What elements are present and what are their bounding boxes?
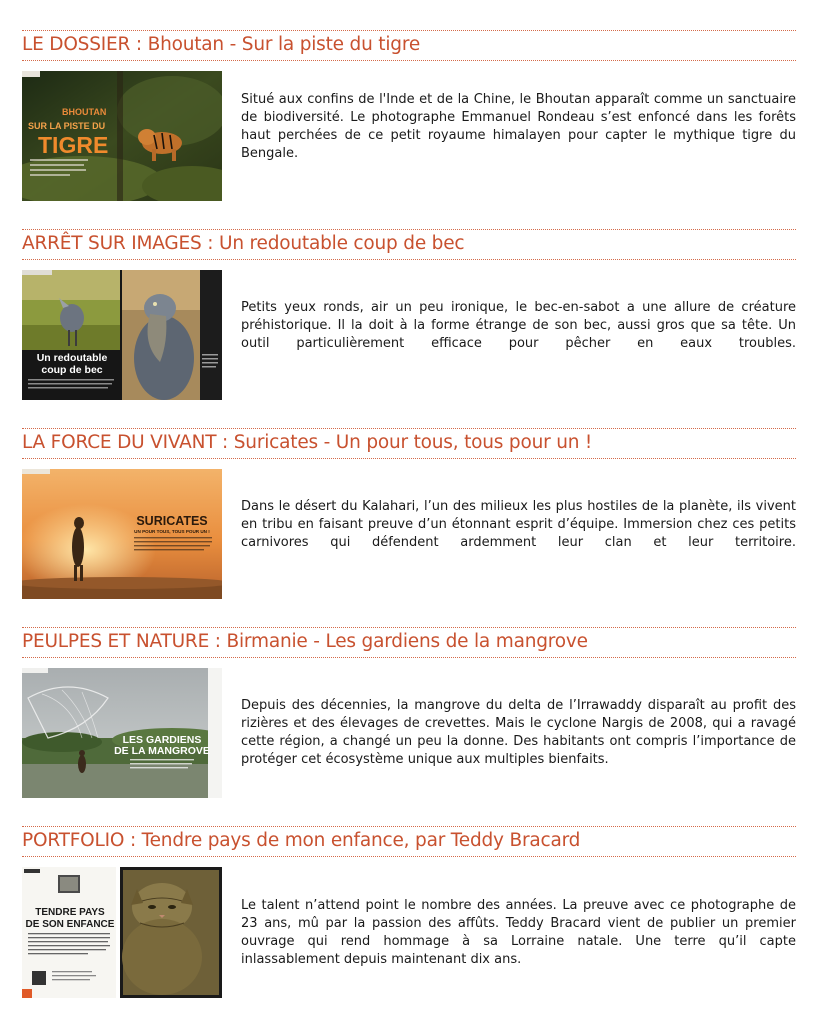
heading-separator: : xyxy=(216,432,234,453)
article-peuples-et-nature xyxy=(22,627,796,799)
thumb-title-line2: DE LA MANGROVE xyxy=(114,745,210,757)
heading-separator: : xyxy=(124,830,142,851)
thumb-title-line1: TENDRE PAYS xyxy=(35,907,105,918)
article-title: Birmanie - Les gardiens de la mangrove xyxy=(226,631,588,652)
tiger-spread-image xyxy=(22,71,222,201)
article-heading[interactable] xyxy=(22,826,580,856)
article-heading[interactable] xyxy=(22,428,592,458)
thumb-title-line2: coup de bec xyxy=(41,364,103,376)
meerkat-spread-image xyxy=(22,469,222,599)
section-bottom-rule xyxy=(22,657,796,658)
article-heading[interactable] xyxy=(22,627,588,657)
thumb-title-line1: LES GARDIENS xyxy=(122,734,202,746)
article-category: LE DOSSIER xyxy=(22,34,131,55)
article-portfolio xyxy=(22,826,796,998)
section-bottom-rule xyxy=(22,458,796,459)
article-description: Le talent n’attend point le nombre des années. La preuve avec ce photographe de 23 ans, mû par la passion des affûts. Teddy Bracard vient de publier un premier ouvrage qui rend hommage à sa Lorraine natale. Une terre qu’il capte inlassablement depuis maintenant dix ans. xyxy=(241,898,796,967)
heading-separator: : xyxy=(209,631,227,652)
article-title: Un redoutable coup de bec xyxy=(218,233,465,254)
article-description: Depuis des décennies, la mangrove du delta de l’Irrawaddy disparaît au profit des rizières et des élevages de crevettes. Mais le cyclone Nargis de 2008, qui a ravagé cette région, a changé un peu la donne. Des habitants ont compris l’importance de protéger cet écosystème unique aux multiples bienfaits. xyxy=(241,698,796,767)
article-description: Situé aux confins de l'Inde et de la Chine, le Bhoutan apparaît comme un sanctuaire de biodiversité. Le photographe Emmanuel Rondeau s’est enfoncé dans les forêts haut perchées de ce petit royaume himalayen pour capter le mythique tigre du Bengale. xyxy=(241,92,796,161)
thumb-title-line2: DE SON ENFANCE xyxy=(25,919,115,930)
article-category: PEULPES ET NATURE xyxy=(22,631,210,652)
heading-separator: : xyxy=(201,233,219,254)
article-force-du-vivant xyxy=(22,428,796,600)
section-bottom-rule xyxy=(22,856,796,857)
article-heading[interactable] xyxy=(22,30,420,60)
thumb-title-line2: UN POUR TOUS, TOUS POUR UN ! xyxy=(134,529,210,534)
article-category: ARRÊT SUR IMAGES xyxy=(22,233,202,254)
article-thumbnail[interactable] xyxy=(22,71,222,201)
thumb-small-title: BHOUTAN xyxy=(62,107,107,117)
article-thumbnail[interactable] xyxy=(22,867,222,998)
section-bottom-rule xyxy=(22,60,796,61)
article-category: PORTFOLIO xyxy=(22,830,125,851)
article-thumbnail[interactable] xyxy=(22,270,222,400)
shoebill-spread-image xyxy=(22,270,222,400)
thumb-title-line2: TIGRE xyxy=(38,132,109,158)
cat-spread-image xyxy=(22,867,222,998)
thumb-title-line1: SURICATES xyxy=(136,514,208,528)
article-title: Bhoutan - Sur la piste du tigre xyxy=(147,34,421,55)
article-description: Petits yeux ronds, air un peu ironique, le bec-en-sabot a une allure de créature préhistorique. Il la doit à la forme étrange de son bec, aussi gros que sa tête. Un outil particulièrement efficace pour pêcher en eaux troubles. xyxy=(241,300,796,351)
thumb-title-line1: SUR LA PISTE DU xyxy=(28,121,106,131)
heading-separator: : xyxy=(130,34,148,55)
article-title: Tendre pays de mon enfance, par Teddy Bracard xyxy=(141,830,581,851)
thumb-title-line1: Un redoutable xyxy=(36,352,108,364)
article-category: LA FORCE DU VIVANT xyxy=(22,432,217,453)
article-thumbnail[interactable] xyxy=(22,469,222,599)
mangrove-spread-image xyxy=(22,668,222,798)
article-arret-sur-images xyxy=(22,229,796,401)
section-bottom-rule xyxy=(22,259,796,260)
article-thumbnail[interactable] xyxy=(22,668,222,798)
article-heading[interactable] xyxy=(22,229,464,259)
article-description: Dans le désert du Kalahari, l’un des milieux les plus hostiles de la planète, ils vivent en tribu en faisant preuve d’un étonnant esprit d’équipe. Immersion chez ces petits carnivores qui défendent ardemment leur clan et leur territoire. xyxy=(241,499,796,550)
article-dossier-bhoutan xyxy=(22,30,796,202)
article-title: Suricates - Un pour tous, tous pour un ! xyxy=(233,432,593,453)
